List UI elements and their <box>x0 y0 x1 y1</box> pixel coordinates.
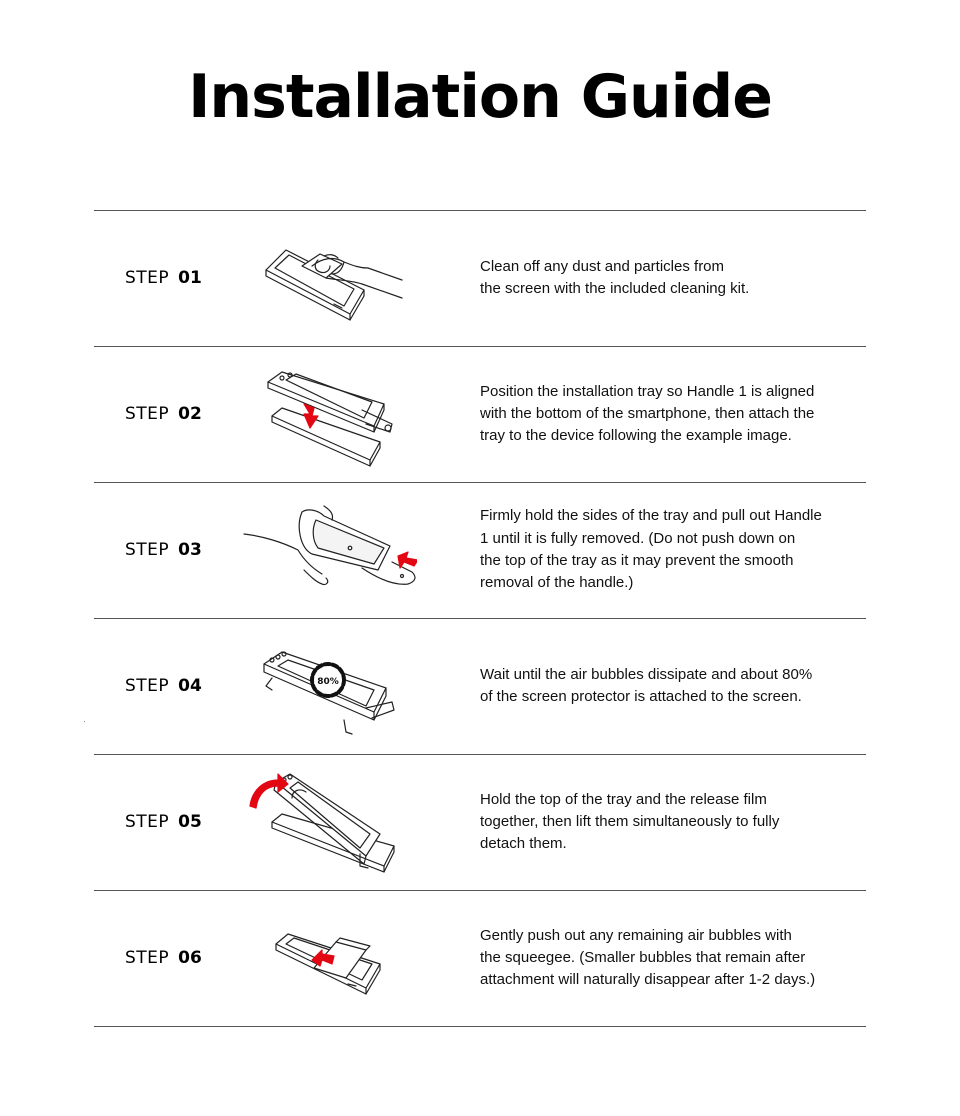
desc-line: 1 until it is fully removed. (Do not push down on <box>480 529 796 547</box>
progress-badge: 80% <box>317 677 339 687</box>
divider <box>94 1026 866 1027</box>
step-label <box>125 482 202 618</box>
step-word: STEP <box>125 948 170 968</box>
wait-bubbles-icon <box>242 626 417 746</box>
tray-attach-icon <box>242 354 417 474</box>
desc-line: of the screen protector is attached to the screen. <box>480 688 802 705</box>
desc-line: Gently push out any remaining air bubbles with <box>480 926 792 944</box>
step-number: 05 <box>178 812 202 832</box>
desc-line: the top of the tray as it may prevent the smooth <box>480 552 794 569</box>
step-label <box>125 346 202 482</box>
step-label <box>125 754 202 890</box>
step-word: STEP <box>125 676 170 696</box>
step-number: 04 <box>178 676 202 696</box>
desc-line: the squeegee. (Smaller bubbles that remain after <box>480 948 806 966</box>
step-description <box>480 346 850 482</box>
step-label <box>125 618 202 754</box>
desc-line: attachment will naturally disappear after 1-2 days.) <box>480 971 816 989</box>
step-row-02 <box>94 346 866 482</box>
step-description <box>480 890 850 1026</box>
step-description <box>480 482 850 618</box>
step-row-05 <box>94 754 866 890</box>
desc-line: removal of the handle.) <box>480 574 634 592</box>
step-row-01 <box>94 210 866 346</box>
desc-line: Clean off any dust and particles from <box>480 257 725 275</box>
step-word: STEP <box>125 404 170 424</box>
squeegee-icon <box>242 898 417 1018</box>
step-number: 06 <box>178 948 202 968</box>
step-row-06 <box>94 890 866 1026</box>
desc-line: the screen with the included cleaning kit. <box>480 280 750 297</box>
step-label <box>125 890 202 1026</box>
step-number: 01 <box>178 268 202 288</box>
step-word: STEP <box>125 268 170 288</box>
desc-line: detach them. <box>480 835 567 853</box>
step-number: 02 <box>178 404 202 424</box>
lift-tray-icon <box>242 762 417 882</box>
stray-dot <box>84 721 85 722</box>
step-description <box>480 754 850 890</box>
step-description <box>480 618 850 754</box>
step-word: STEP <box>125 540 170 560</box>
desc-line: Firmly hold the sides of the tray and pull out Handle <box>480 507 822 525</box>
step-label <box>125 210 202 346</box>
desc-line: Hold the top of the tray and the release film <box>480 790 767 808</box>
step-description <box>480 210 850 346</box>
desc-line: together, then lift them simultaneously to fully <box>480 812 780 830</box>
step-word: STEP <box>125 812 170 832</box>
desc-line: Wait until the air bubbles dissipate and about 80% <box>480 665 813 683</box>
desc-line: tray to the device following the example image. <box>480 427 792 445</box>
step-number: 03 <box>178 540 202 560</box>
page-title: Installation Guide <box>188 62 772 132</box>
desc-line: with the bottom of the smartphone, then attach the <box>480 404 815 422</box>
step-row-04 <box>94 618 866 754</box>
step-row-03 <box>94 482 866 618</box>
pull-handle-icon <box>242 490 417 610</box>
cleaning-phone-icon <box>242 218 417 338</box>
desc-line: Position the installation tray so Handle 1 is aligned <box>480 382 815 400</box>
